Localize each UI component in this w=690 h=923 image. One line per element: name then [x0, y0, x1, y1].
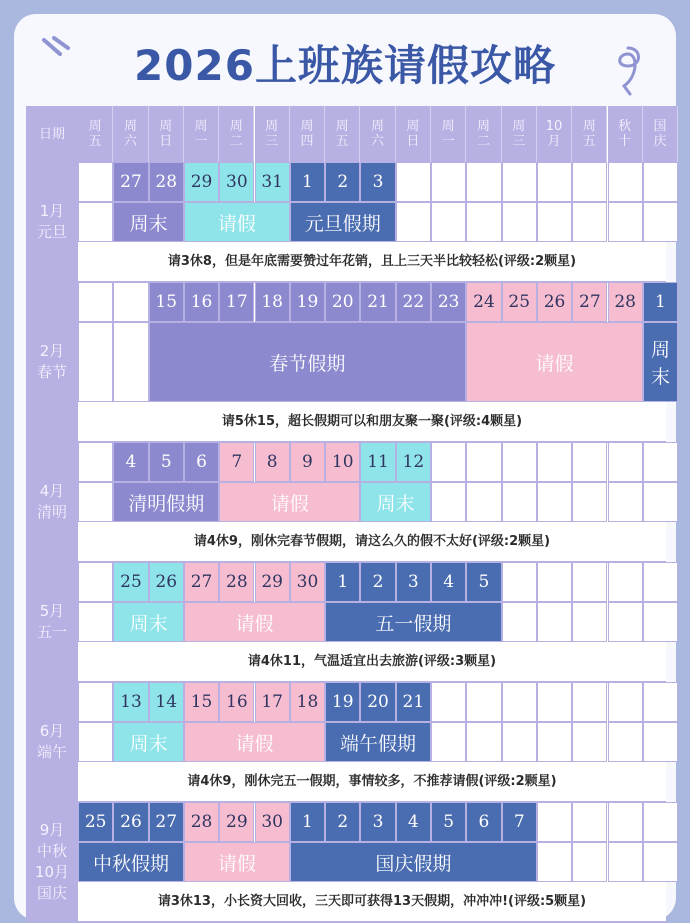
date-cell: 27 — [572, 282, 607, 322]
date-cell: 30 — [219, 162, 254, 202]
date-cell: 11 — [360, 442, 395, 482]
empty-cell — [537, 162, 572, 202]
date-cell: 2 — [325, 162, 360, 202]
empty-cell — [466, 682, 501, 722]
empty-cell — [466, 482, 501, 522]
date-cell: 5 — [149, 442, 184, 482]
empty-cell — [431, 442, 466, 482]
date-cell: 22 — [396, 282, 431, 322]
empty-cell — [78, 282, 113, 322]
date-cell: 17 — [219, 282, 254, 322]
empty-cell — [537, 602, 572, 642]
date-cell: 12 — [396, 442, 431, 482]
empty-cell — [572, 682, 607, 722]
empty-cell — [78, 442, 113, 482]
empty-cell — [608, 602, 643, 642]
holiday-calendar-grid — [26, 106, 670, 916]
empty-cell — [608, 682, 643, 722]
date-cell: 28 — [608, 282, 643, 322]
header-col: 周 五 — [572, 106, 607, 162]
period-label: 请假 — [184, 602, 325, 642]
empty-cell — [608, 722, 643, 762]
date-cell: 14 — [149, 682, 184, 722]
date-cell: 1 — [290, 162, 325, 202]
empty-cell — [643, 442, 678, 482]
header-col: 周 二 — [219, 106, 254, 162]
empty-cell — [572, 202, 607, 242]
page-title: 2026上班族请假攻略 — [134, 41, 556, 90]
empty-cell — [78, 682, 113, 722]
date-cell: 3 — [396, 562, 431, 602]
period-label: 周末 — [113, 602, 184, 642]
empty-cell — [537, 482, 572, 522]
empty-cell — [572, 482, 607, 522]
date-cell: 26 — [113, 802, 148, 842]
section-label: 9月 中秋 10月 国庆 — [26, 802, 78, 922]
empty-cell — [537, 842, 572, 882]
date-cell: 29 — [255, 562, 290, 602]
date-cell: 3 — [360, 802, 395, 842]
date-cell: 4 — [396, 802, 431, 842]
empty-cell — [502, 602, 537, 642]
empty-cell — [537, 202, 572, 242]
date-cell: 28 — [219, 562, 254, 602]
header-col: 周 三 — [502, 106, 537, 162]
header-col: 国 庆 — [643, 106, 678, 162]
period-label: 请假 — [219, 482, 360, 522]
empty-cell — [466, 722, 501, 762]
empty-cell — [643, 162, 678, 202]
date-cell: 4 — [113, 442, 148, 482]
empty-cell — [466, 162, 501, 202]
empty-cell — [608, 162, 643, 202]
empty-cell — [466, 442, 501, 482]
period-label: 周末 — [113, 722, 184, 762]
date-cell: 1 — [325, 562, 360, 602]
empty-cell — [502, 162, 537, 202]
section-note: 请5休15，超长假期可以和朋友聚一聚(评级:4颗星) — [78, 402, 666, 442]
empty-cell — [643, 202, 678, 242]
date-cell: 5 — [431, 802, 466, 842]
empty-cell — [572, 162, 607, 202]
header-col: 周 日 — [396, 106, 431, 162]
period-label: 周 末 — [643, 322, 678, 402]
section-note: 请4休9，刚休完春节假期，请这么久的假不太好(评级:2颗星) — [78, 522, 666, 562]
date-cell: 26 — [149, 562, 184, 602]
header-date-label: 日期 — [26, 106, 78, 162]
date-cell: 2 — [325, 802, 360, 842]
date-cell: 13 — [113, 682, 148, 722]
empty-cell — [78, 562, 113, 602]
date-cell: 16 — [184, 282, 219, 322]
empty-cell — [78, 602, 113, 642]
empty-cell — [396, 202, 431, 242]
empty-cell — [572, 802, 607, 842]
period-label: 周末 — [113, 202, 184, 242]
date-cell: 26 — [537, 282, 572, 322]
empty-cell — [537, 802, 572, 842]
empty-cell — [643, 602, 678, 642]
date-cell: 28 — [184, 802, 219, 842]
empty-cell — [78, 482, 113, 522]
empty-cell — [502, 722, 537, 762]
date-cell: 19 — [325, 682, 360, 722]
header-col: 秋 十 — [608, 106, 643, 162]
date-cell: 1 — [290, 802, 325, 842]
date-cell: 6 — [466, 802, 501, 842]
period-label: 端午假期 — [325, 722, 431, 762]
period-label: 中秋假期 — [78, 842, 184, 882]
empty-cell — [78, 722, 113, 762]
empty-cell — [643, 722, 678, 762]
empty-cell — [537, 682, 572, 722]
date-cell: 24 — [466, 282, 501, 322]
date-cell: 23 — [431, 282, 466, 322]
header-col: 周 日 — [149, 106, 184, 162]
date-cell: 17 — [255, 682, 290, 722]
date-cell: 10 — [325, 442, 360, 482]
empty-cell — [78, 322, 113, 402]
date-cell: 4 — [431, 562, 466, 602]
date-cell: 27 — [113, 162, 148, 202]
empty-cell — [431, 202, 466, 242]
empty-cell — [572, 442, 607, 482]
date-cell: 30 — [255, 802, 290, 842]
period-label: 请假 — [184, 722, 325, 762]
date-cell: 16 — [219, 682, 254, 722]
empty-cell — [608, 202, 643, 242]
section-label: 4月 清明 — [26, 442, 78, 562]
header-col: 周 五 — [325, 106, 360, 162]
date-cell: 20 — [325, 282, 360, 322]
date-cell: 25 — [502, 282, 537, 322]
date-cell: 25 — [78, 802, 113, 842]
empty-cell — [572, 562, 607, 602]
date-cell: 7 — [502, 802, 537, 842]
date-cell: 15 — [184, 682, 219, 722]
header-col: 周 六 — [113, 106, 148, 162]
period-label: 元旦假期 — [290, 202, 396, 242]
empty-cell — [396, 162, 431, 202]
empty-cell — [643, 562, 678, 602]
empty-cell — [643, 842, 678, 882]
date-cell: 5 — [466, 562, 501, 602]
empty-cell — [431, 722, 466, 762]
period-label: 春节假期 — [149, 322, 467, 402]
section-note: 请4休9，刚休完五一假期，事情较多，不推荐请假(评级:2颗星) — [78, 762, 666, 802]
empty-cell — [608, 842, 643, 882]
header-col: 周 二 — [466, 106, 501, 162]
date-cell: 21 — [360, 282, 395, 322]
period-label: 周末 — [360, 482, 431, 522]
empty-cell — [572, 842, 607, 882]
header-col: 周 三 — [255, 106, 290, 162]
date-cell: 3 — [360, 162, 395, 202]
empty-cell — [608, 442, 643, 482]
period-label: 国庆假期 — [290, 842, 537, 882]
date-cell: 27 — [184, 562, 219, 602]
empty-cell — [502, 202, 537, 242]
date-cell: 28 — [149, 162, 184, 202]
date-cell: 19 — [290, 282, 325, 322]
date-cell: 2 — [360, 562, 395, 602]
date-cell: 20 — [360, 682, 395, 722]
empty-cell — [537, 562, 572, 602]
section-note: 请3休8，但是年底需要赞过年花销，且上三天半比较轻松(评级:2颗星) — [78, 242, 666, 282]
period-label: 清明假期 — [113, 482, 219, 522]
empty-cell — [537, 442, 572, 482]
empty-cell — [431, 682, 466, 722]
section-note: 请4休11，气温适宜出去旅游(评级:3颗星) — [78, 642, 666, 682]
section-label: 2月 春节 — [26, 282, 78, 442]
header-col: 周 六 — [360, 106, 395, 162]
date-cell: 29 — [184, 162, 219, 202]
header-col: 周 一 — [184, 106, 219, 162]
date-cell: 18 — [290, 682, 325, 722]
date-cell: 15 — [149, 282, 184, 322]
empty-cell — [608, 802, 643, 842]
empty-cell — [643, 682, 678, 722]
empty-cell — [572, 602, 607, 642]
section-note: 请3休13，小长资大回收，三天即可获得13天假期，冲冲冲!(评级:5颗星) — [78, 882, 666, 922]
empty-cell — [537, 722, 572, 762]
date-cell: 18 — [255, 282, 290, 322]
empty-cell — [78, 202, 113, 242]
period-label: 请假 — [184, 202, 290, 242]
empty-cell — [502, 482, 537, 522]
empty-cell — [572, 722, 607, 762]
header-col: 周 五 — [78, 106, 113, 162]
empty-cell — [466, 202, 501, 242]
header-col: 周 一 — [431, 106, 466, 162]
header-col: 10 月 — [537, 106, 572, 162]
empty-cell — [608, 562, 643, 602]
date-cell: 30 — [290, 562, 325, 602]
empty-cell — [643, 802, 678, 842]
header-col: 周 四 — [290, 106, 325, 162]
date-cell: 25 — [113, 562, 148, 602]
period-label: 请假 — [466, 322, 643, 402]
empty-cell — [431, 162, 466, 202]
empty-cell — [113, 282, 148, 322]
empty-cell — [643, 482, 678, 522]
date-cell: 21 — [396, 682, 431, 722]
section-label: 6月 端午 — [26, 682, 78, 802]
section-label: 1月 元旦 — [26, 162, 78, 282]
empty-cell — [113, 322, 148, 402]
date-cell: 9 — [290, 442, 325, 482]
period-label: 五一假期 — [325, 602, 502, 642]
date-cell: 1 — [643, 282, 678, 322]
date-cell: 31 — [255, 162, 290, 202]
empty-cell — [608, 482, 643, 522]
date-cell: 27 — [149, 802, 184, 842]
date-cell: 7 — [219, 442, 254, 482]
section-label: 5月 五一 — [26, 562, 78, 682]
date-cell: 8 — [255, 442, 290, 482]
empty-cell — [502, 442, 537, 482]
empty-cell — [502, 562, 537, 602]
empty-cell — [431, 482, 466, 522]
empty-cell — [78, 162, 113, 202]
empty-cell — [502, 682, 537, 722]
date-cell: 29 — [219, 802, 254, 842]
period-label: 请假 — [184, 842, 290, 882]
date-cell: 6 — [184, 442, 219, 482]
